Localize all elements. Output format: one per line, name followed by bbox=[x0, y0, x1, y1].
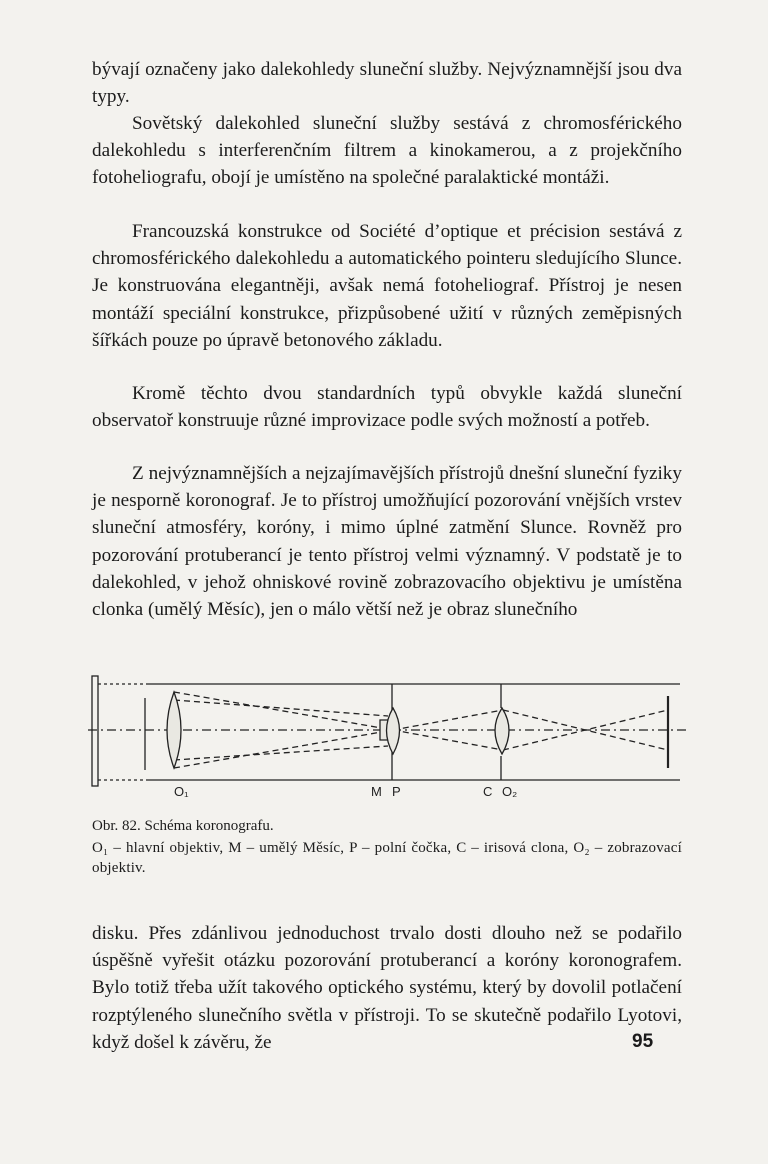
label-o2: O₂ bbox=[502, 784, 518, 799]
ray-2 bbox=[174, 730, 393, 768]
ray-6 bbox=[393, 730, 503, 750]
ray-4 bbox=[174, 746, 388, 760]
paragraph-3: Francouzská konstrukce od Société d’optique et précision sestává z chromosférického dalekohledu a automatického pointeru sledujícího Slunce. Je konstruována elegantněji, avšak nemá fotoheliograf. Přístroj je nesen montáží speciální konstrukce, přizpůsobené užití v různých zeměpisných šířkách pouze po úpravě betonového základu. bbox=[92, 221, 682, 351]
label-p: P bbox=[392, 784, 401, 799]
ray-3 bbox=[174, 700, 388, 716]
paragraph-1: bývají označeny jako dalekohledy sluneční služby. Nejvýznamnější jsou dva typy. bbox=[92, 59, 682, 108]
tube-entrance-cap bbox=[92, 676, 98, 786]
paragraph-4: Kromě těchto dvou standardních typů obvykle každá sluneční observatoř konstruuje různé improvizace podle svých možností a potřeb. bbox=[92, 383, 682, 432]
paragraph-6: disku. Přes zdánlivou jednoduchost trvalo dosti dlouho než se podařilo úspěšně vyřešit otázku pozorování protuberancí a koróny koronografem. Bylo totiž třeba užít takového optického systému, který by dovolil potlačení rozptýleného slunečního světla v přístroji. To se skutečně podařilo Lyotovi, když došel k závěru, že bbox=[92, 923, 682, 1053]
label-m: M bbox=[371, 784, 382, 799]
page-number: 95 bbox=[632, 1031, 654, 1052]
coronagraph-schematic bbox=[88, 670, 688, 800]
objective-lens-o2 bbox=[495, 708, 509, 754]
paragraph-2: Sovětský dalekohled sluneční služby sestává z chromosférického dalekohledu s interferenčním filtrem a kinokamerou, a z projekčního fotoheliografu, obojí je umístěno na společné paralaktické montáži. bbox=[92, 113, 682, 189]
ray-5 bbox=[393, 710, 503, 730]
label-o1: O₁ bbox=[174, 784, 189, 799]
label-c: C bbox=[483, 784, 493, 799]
paragraph-5: Z nejvýznamnějších a nejzajímavějších přístrojů dnešní sluneční fyziky je nesporně koronograf. Je to přístroj umožňující pozorování vnějších vrstev sluneční atmosféry, koróny, i mimo úplné zatmění Slunce. Rovněž pro pozorování protuberancí je tento přístroj velmi významný. V podstatě je to dalekohled, v jehož ohniskové rovině zobrazovacího objektivu je umístěna clonka (umělý Měsíc), jen o málo větší než je obraz slunečního bbox=[92, 463, 682, 621]
objective-lens-o1 bbox=[167, 692, 181, 768]
ray-1 bbox=[174, 692, 393, 730]
figure-caption-title: Obr. 82. Schéma koronografu. bbox=[92, 818, 274, 834]
coronagraph-diagram bbox=[88, 670, 688, 800]
field-lens-p bbox=[387, 708, 400, 754]
figure-caption-body: O₁ – hlavní objektiv, M – umělý Měsíc, P – polní čočka, C – irisová clona, O₂ – zobrazovací objektiv. bbox=[92, 840, 682, 876]
